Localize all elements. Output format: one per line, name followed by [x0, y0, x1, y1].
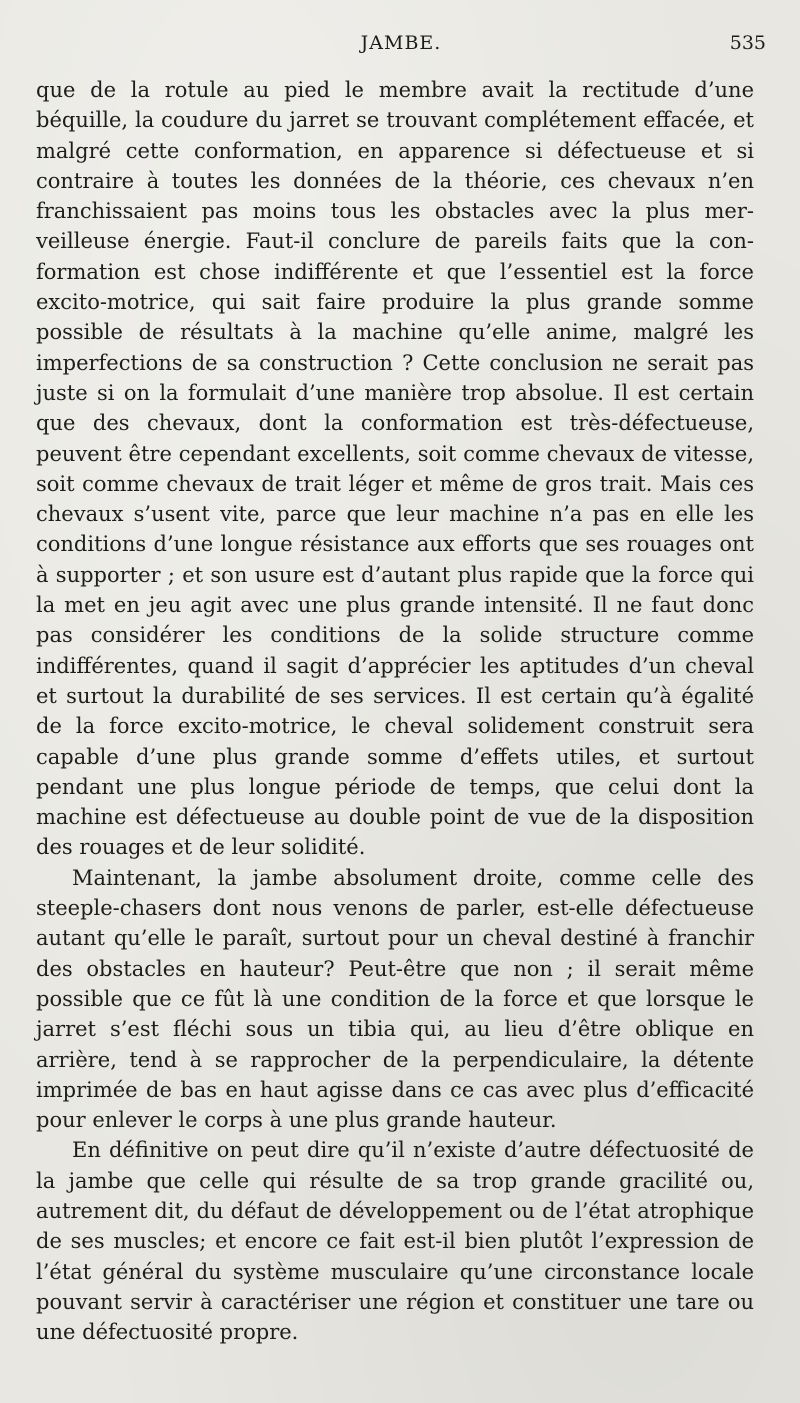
paragraph-2: Maintenant, la jambe absolument droite, comme celle des steeple-chasers dont nous venons de parler, est-elle défectueuse autant qu’elle le paraît, surtout pour un cheval destiné à franchir des obstacles en hauteur? Peut-être que non ; il serait même possible que ce fût là une condition de la force et que lorsque le jarret s’est fléchi sous un tibia qui, au lieu d’être oblique en arrière, tend à se rapprocher de la perpendiculaire, la détente imprimée de bas en haut agisse dans ce cas avec plus d’efficacité pour enlever le corps à une plus grande hauteur. — [36, 865, 754, 1133]
page-header — [36, 30, 766, 62]
running-title: JAMBE. — [360, 32, 442, 54]
body-text — [36, 75, 754, 1347]
paragraph-1: que de la rotule au pied le membre avait la rectitude d’une béquille, la coudure du jarret se trouvant complétement effacée, et malgré cette conformation, en apparence si défectueuse et si contraire à toutes les données de la théorie, ces chevaux n’en franchissaient pas moins tous les obstacles avec la plus merveilleuse énergie. Faut-il conclure de pareils faits que la conformation est chose indifférente et que l’essentiel est la force excito-motrice, qui sait faire produire la plus grande somme possible de résultats à la machine qu’elle anime, malgré les imperfections de sa construction ? Cette conclusion ne serait pas juste si on la formulait d’une manière trop absolue. Il est certain que des chevaux, dont la conformation est très-défectueuse, peuvent être cependant excellents, soit comme chevaux de vitesse, soit comme chevaux de trait léger et même de gros trait. Mais ces chevaux s’usent vite, parce que leur machine n’a pas en elle les conditions d’une longue résistance aux efforts que ses rouages ont à supporter ; et son usure est d’autant plus rapide que la force qui la met en jeu agit avec une plus grande intensité. Il ne faut donc pas considérer les conditions de la solide structure comme indifférentes, quand il sagit d’apprécier les aptitudes d’un cheval et surtout la durabilité de ses services. Il est certain qu’à égalité de la force excito-motrice, le cheval solidement construit sera capable d’une plus grande somme d’effets utiles, et surtout pendant une plus longue période de temps, que celui dont la machine est défectueuse au double point de vue de la disposition des rouages et de leur solidité. — [36, 78, 754, 860]
paragraph-3: En définitive on peut dire qu’il n’existe d’autre défectuosité de la jambe que celle qui résulte de sa trop grande gracilité ou, autrement dit, du défaut de développement ou de l’état atrophique de ses muscles; et encore ce fait est-il bien plutôt l’expression de l’état général du système musculaire qu’une circonstance locale pouvant servir à caractériser une région et constituer une tare ou une défectuosité propre. — [36, 1138, 754, 1345]
page-number: 535 — [729, 32, 766, 54]
